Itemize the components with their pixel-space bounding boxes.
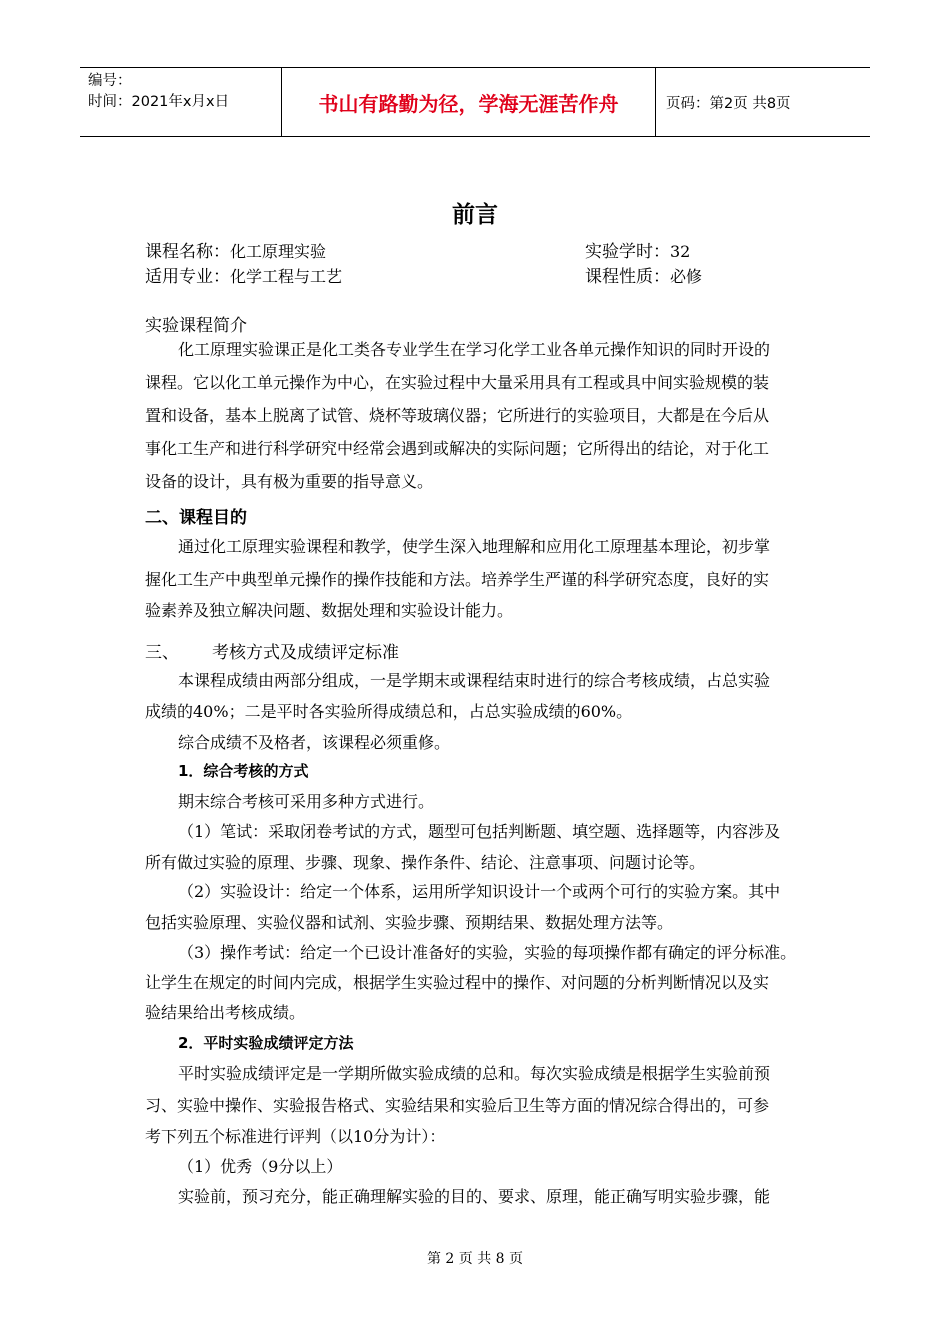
paragraph-line: 习、实验中操作、实验报告格式、实验结果和实验后卫生等方面的情况综合得出的，可参 (145, 1096, 770, 1115)
paragraph-line: 课程。它以化工单元操作为中心，在实验过程中大量采用具有工程或具中间实验规模的装 (145, 373, 770, 392)
paragraph-line: 验素养及独立解决问题、数据处理和实验设计能力。 (145, 601, 514, 620)
paragraph-line: 综合成绩不及格者，该课程必须重修。 (178, 733, 451, 752)
paragraph-line: 通过化工原理实验课程和教学，使学生深入地理解和应用化工原理基本理论，初步掌 (178, 537, 771, 556)
header-motto: 书山有路勤为径，学海无涯苦作舟 (282, 68, 656, 136)
header-info (80, 68, 282, 136)
course-name: 化工原理实验 (230, 242, 327, 261)
paragraph-line: 包括实验原理、实验仪器和试剂、实验步骤、预期结果、数据处理方法等。 (145, 913, 674, 932)
section-assessment-title: 考核方式及成绩评定标准 (212, 643, 399, 663)
paragraph-line: 设备的设计，具有极为重要的指导意义。 (145, 472, 434, 491)
subsection-2-title: 2．平时实验成绩评定方法 (178, 1034, 354, 1052)
course-name-label: 课程名称： (145, 242, 230, 262)
section-assessment-number: 三、 (145, 643, 179, 663)
paragraph-line: （3）操作考试：给定一个已设计准备好的实验，实验的每项操作都有确定的评分标准。 (178, 943, 797, 962)
paragraph-line: 平时实验成绩评定是一学期所做实验成绩的总和。每次实验成绩是根据学生实验前预 (178, 1064, 771, 1083)
page-header (80, 67, 870, 137)
section-intro-title: 实验课程简介 (145, 316, 247, 336)
nature-label: 课程性质： (585, 267, 670, 287)
paragraph-line: 实验前，预习充分，能正确理解实验的目的、要求、原理，能正确写明实验步骤，能 (178, 1187, 771, 1206)
page-footer: 第 2 页 共 8 页 (426, 1251, 524, 1267)
paragraph-line: 考下列五个标准进行评判（以10分为计）： (145, 1127, 446, 1146)
paragraph-line: 成绩的40%；二是平时各实验所得成绩总和，占总实验成绩的60%。 (145, 702, 633, 721)
paragraph-line: （1）优秀（9分以上） (178, 1157, 343, 1176)
paragraph-line: （2）实验设计：给定一个体系，运用所学知识设计一个或两个可行的实验方案。其中 (178, 882, 781, 901)
paragraph-line: 化工原理实验课正是化工类各专业学生在学习化学工业各单元操作知识的同时开设的 (178, 340, 771, 359)
paragraph-line: 所有做过实验的原理、步骤、现象、操作条件、结论、注意事项、问题讨论等。 (145, 853, 706, 872)
major-value: 化学工程与工艺 (230, 267, 343, 286)
header-page: 页码：第2页 共8页 (666, 95, 791, 112)
paragraph-line: 让学生在规定的时间内完成，根据学生实验过程中的操作、对问题的分析判断情况以及实 (145, 973, 770, 992)
hours-value: 32 (670, 242, 691, 261)
hours-label: 实验学时： (585, 242, 670, 262)
paragraph-line: 置和设备，基本上脱离了试管、烧杯等玻璃仪器；它所进行的实验项目，大都是在今后从 (145, 406, 770, 425)
section-purpose-title: 二、课程目的 (145, 508, 247, 528)
page-title: 前言 (452, 202, 498, 228)
header-time: 时间：2021年x月x日 (88, 94, 230, 110)
paragraph-line: 期末综合考核可采用多种方式进行。 (178, 792, 435, 811)
paragraph-line: 本课程成绩由两部分组成，一是学期末或课程结束时进行的综合考核成绩，占总实验 (178, 671, 771, 690)
paragraph-line: 验结果给出考核成绩。 (145, 1003, 306, 1022)
paragraph-line: 握化工生产中典型单元操作的操作技能和方法。培养学生严谨的科学研究态度，良好的实 (145, 570, 770, 589)
paragraph-line: 事化工生产和进行科学研究中经常会遇到或解决的实际问题；它所得出的结论，对于化工 (145, 439, 770, 458)
paragraph-line: （1）笔试：采取闭卷考试的方式，题型可包括判断题、填空题、选择题等，内容涉及 (178, 822, 781, 841)
nature-value: 必修 (670, 267, 703, 286)
major-label: 适用专业： (145, 267, 230, 287)
header-number: 编号： (88, 73, 132, 89)
subsection-1-title: 1．综合考核的方式 (178, 762, 309, 780)
